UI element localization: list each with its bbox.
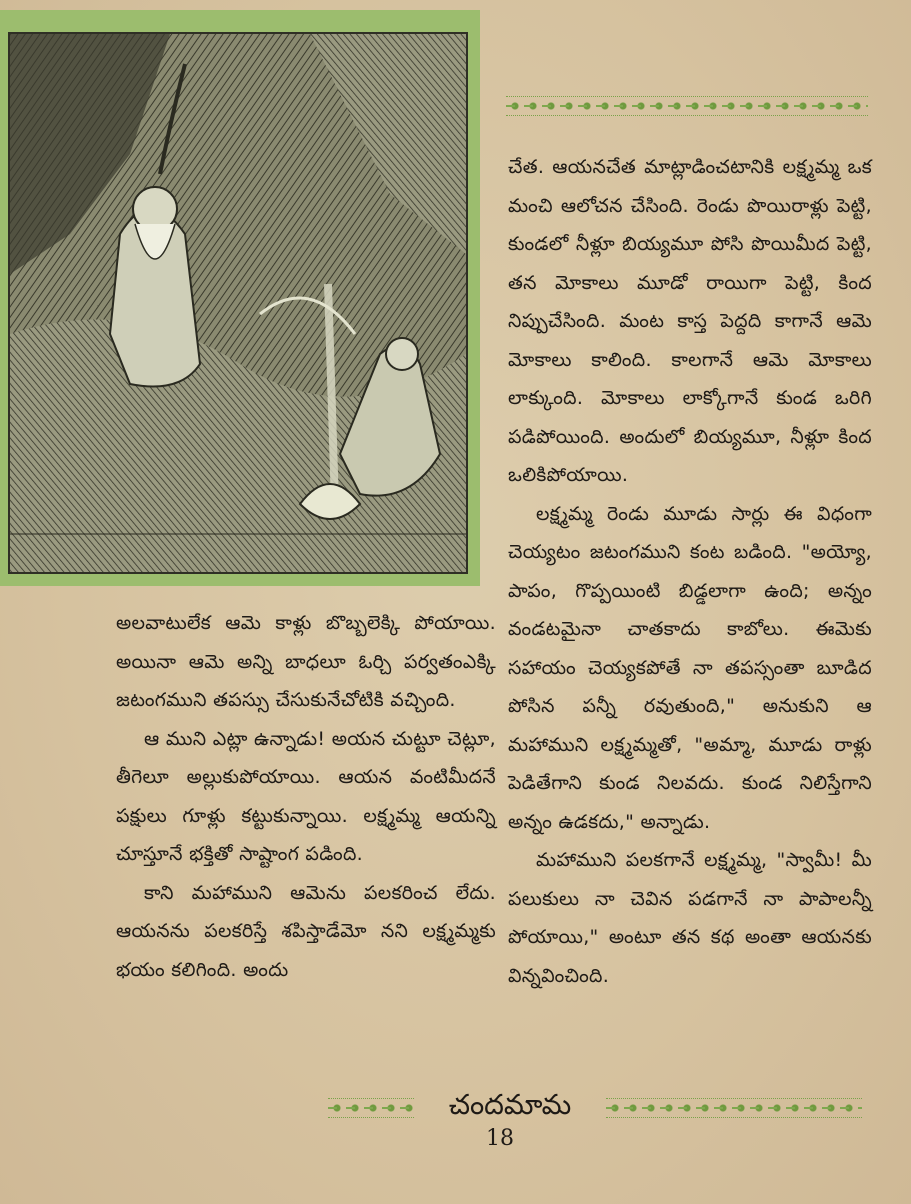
decorative-border-bottom-left [328,1098,414,1118]
illustration-frame [0,10,480,586]
paragraph: చేత. ఆయనచేత మాట్లాడించటానికి లక్ష్మమ్మ ఒక మంచి ఆలోచన చేసింది. రెండు పొయిరాళ్లు పెట్టి, కుండలో నీళ్లూ బియ్యమూ పోసి పొయిమీద పెట్టి, తన మోకాలు మూడో రాయిగా పెట్టి, కింద నిప్పుచేసింది. మంట కాస్త పెద్దది కాగానే ఆమె మోకాలు కాలింది. కాలగానే ఆమె మోకాలు లాక్కుంది. మోకాలు లాక్కోగానే కుండ ఒరిగి పడిపోయింది. అందులో బియ్యమూ, నీళ్లూ కింద ఒలికిపోయాయి. [508,156,872,486]
decorative-border-top [506,96,868,116]
illustration [8,32,468,574]
right-column [508,148,872,995]
paragraph: కాని మహాముని ఆమెను పలకరించ లేదు. ఆయనను పలకరిస్తే శపిస్తాడేమో నని లక్ష్మమ్మకు భయం కలిగింది. అందు [116,881,496,981]
left-column [116,604,496,989]
magazine-title: చందమామ [448,1088,572,1121]
paragraph: అలవాటులేక ఆమె కాళ్లు బొబ్బలెక్కి పోయాయి. అయినా ఆమె అన్ని బాధలూ ఓర్చి పర్వతంఎక్కి జటంగముని తపస్సు చేసుకునేచోటికి వచ్చింది. [116,612,496,711]
page-number: 18 [486,1126,514,1151]
paragraph: మహాముని పలకగానే లక్ష్మమ్మ, "స్వామీ! మీ పలుకులు నా చెవిన పడగానే నా పాపాలన్నీ పోయాయి," అంటూ తన కథ అంతా ఆయనకు విన్నవించింది. [508,849,872,987]
decorative-border-bottom-right [606,1098,862,1118]
paragraph: ఆ ముని ఎట్లా ఉన్నాడు! అయన చుట్టూ చెట్లూ, తీగెలూ అల్లుకుపోయాయి. ఆయన వంటిమీదనే పక్షులు గూళ్లు కట్టుకున్నాయి. లక్ష్మమ్మ ఆయన్ని చూస్తూనే భక్తితో సాష్టాంగ పడింది. [116,727,496,865]
sage-and-woman-in-forest-illustration [10,34,466,572]
paragraph: లక్ష్మమ్మ రెండు మూడు సార్లు ఈ విధంగా చెయ్యటం జటంగముని కంట బడింది. "అయ్యో, పాపం, గొప్పయింటి బిడ్డలాగా ఉంది; అన్నం వండటమైనా చాతకాదు కాబోలు. ఈమెకు సహాయం చెయ్యకపోతే నా తపస్సంతా బూడిద పోసిన పన్నీ రవుతుంది," అనుకుని ఆ మహాముని లక్ష్మమ్మతో, "అమ్మా, మూడు రాళ్లు పెడితేగాని కుండ నిలవదు. కుండ నిలిస్తేగాని అన్నం ఉడకదు," అన్నాడు. [508,502,872,833]
